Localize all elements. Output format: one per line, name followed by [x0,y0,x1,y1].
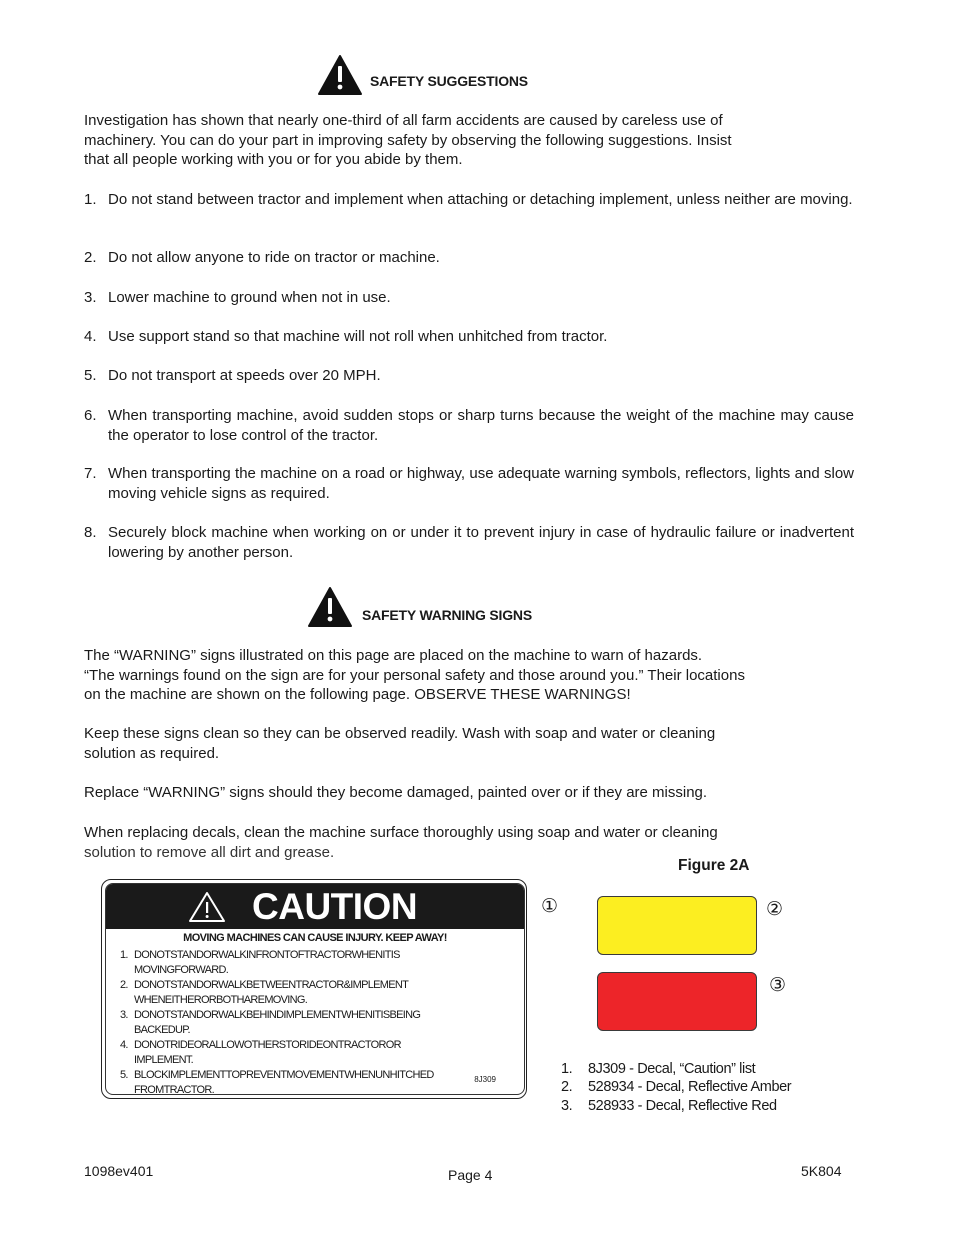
paragraph-line: When replacing decals, clean the machine surface thoroughly using soap and water or cleaning [84,824,718,841]
list-text: Lower machine to ground when not in use. [108,289,391,306]
legend-text: 528934 - Decal, Reflective Amber [588,1079,792,1095]
paragraph-line: “The warnings found on the sign are for your personal safety and those around you.” Their locations [84,666,745,684]
list-text: Do not allow anyone to ride on tractor or machine. [108,249,440,266]
legend-item [561,1098,777,1114]
list-text: Use support stand so that machine will not roll when unhitched from tractor. [108,328,608,345]
decal-item [120,978,500,1008]
figure-label: Figure 2A [678,857,750,874]
list-text: When transporting machine, avoid sudden stops or sharp turns because the weight of the machine may cause the operator to lose control of the tractor. [108,407,854,444]
paragraph-line: Keep these signs clean so they can be observed readily. Wash with soap and water or cleaning [84,725,716,742]
list-number: 4. [84,328,97,345]
decal-item [120,1008,500,1038]
warning-triangle-icon [317,54,363,96]
decal-item-line: DONOTSTANDORWALKINFRONTOFTRACTORWHENITIS [134,949,400,961]
decal-item-line: BLOCKIMPLEMENTTOPREVENTMOVEMENTWHENUNHITCHED [134,1069,434,1081]
decal-item-line: BACKEDUP. [134,1024,190,1036]
list-item [84,406,854,445]
list-item [84,523,854,562]
list-item [84,366,854,386]
warning-signs-paragraph [84,646,854,705]
decal-item [120,1038,500,1068]
decal-item-number: 5. [120,1069,128,1081]
reflective-amber-decal [597,896,757,955]
replace-signs-paragraph [84,783,854,803]
legend-item [561,1061,755,1077]
decal-item-line: WHENEITHERORBOTHAREMOVING. [134,994,308,1006]
warning-triangle-icon [307,586,353,628]
list-item [84,248,854,268]
list-text: When transporting the machine on a road or highway, use adequate warning symbols, reflectors, lights and slow moving vehicle signs as required. [108,465,854,502]
decal-title: CAUTION [252,886,418,927]
intro-paragraph [84,111,854,170]
decal-inner-border [105,883,525,1095]
intro-line: Investigation has shown that nearly one-third of all farm accidents are caused by careless use of [84,112,723,129]
list-item [84,464,854,503]
callout-marker-3: ③ [769,975,787,996]
list-item [84,288,854,308]
legend-text: 8J309 - Decal, “Caution” list [588,1061,756,1077]
callout-marker-1: ① [541,896,559,917]
list-text: Securely block machine when working on or under it to prevent injury in case of hydraulic failure or inadvertent lowering by another person. [108,524,854,561]
paragraph-line: on the machine are shown on the following page. OBSERVE THESE WARNINGS! [84,686,631,703]
list-text: Do not transport at speeds over 20 MPH. [108,367,381,384]
intro-line: machinery. You can do your part in improving safety by observing the following suggestions. Insist [84,131,732,149]
caution-decal [101,879,529,1101]
list-number: 5. [84,367,97,384]
decal-item [120,948,500,978]
decal-part-code: 8J309 [474,1075,496,1084]
section-heading-safety-suggestions: SAFETY SUGGESTIONS [370,73,528,89]
decal-instruction-list [120,948,500,1095]
section-heading-safety-warning-signs: SAFETY WARNING SIGNS [362,607,532,623]
decal-item-line: DONOTRIDEORALLOWOTHERSTORIDEONTRACTOROR [134,1039,401,1051]
decal-item-line: MOVINGFORWARD. [134,964,229,976]
legend-number: 2. [561,1079,573,1095]
paragraph-line: Replace “WARNING” signs should they become damaged, painted over or if they are missing. [84,784,708,801]
list-number: 7. [84,465,97,482]
footer-doc-code: 1098ev401 [84,1163,154,1179]
legend-number: 3. [561,1098,573,1114]
decal-item [120,1068,500,1095]
decal-item-line: DONOTSTANDORWALKBETWEENTRACTOR&IMPLEMENT [134,979,409,991]
list-text: Do not stand between tractor and implement when attaching or detaching implement, unless neither are moving. [108,191,853,208]
callout-marker-2: ② [766,899,784,920]
decal-item-number: 3. [120,1009,128,1021]
list-number: 6. [84,407,97,424]
footer-page-number: Page 4 [448,1167,493,1183]
decal-item-line: FROMTRACTOR. [134,1084,215,1095]
reflective-red-decal [597,972,757,1031]
footer-model-code: 5K804 [801,1163,842,1179]
list-item [84,190,854,210]
list-number: 2. [84,249,97,266]
legend-item [561,1079,791,1095]
intro-line: that all people working with you or for you abide by them. [84,151,463,168]
decal-item-number: 2. [120,979,128,991]
caution-triangle-icon [187,890,227,924]
paragraph-line: solution as required. [84,744,220,762]
legend-number: 1. [561,1061,573,1077]
clean-signs-paragraph [84,724,854,763]
list-number: 3. [84,289,97,306]
list-item [84,327,854,347]
decal-item-number: 4. [120,1039,128,1051]
paragraph-line: The “WARNING” signs illustrated on this page are placed on the machine to warn of hazards. [84,647,703,664]
decal-header-band [106,884,524,929]
decal-subtitle: MOVING MACHINES CAN CAUSE INJURY. KEEP AWAY! [183,932,447,944]
decal-item-number: 1. [120,949,128,961]
legend-text: 528933 - Decal, Reflective Red [588,1098,777,1114]
paragraph-line: solution to remove all dirt and grease. [84,843,335,861]
list-number: 8. [84,524,97,541]
decal-item-line: DONOTSTANDORWALKBEHINDIMPLEMENTWHENITISBEING [134,1009,421,1021]
decal-item-line: IMPLEMENT. [134,1054,194,1066]
list-number: 1. [84,191,97,208]
